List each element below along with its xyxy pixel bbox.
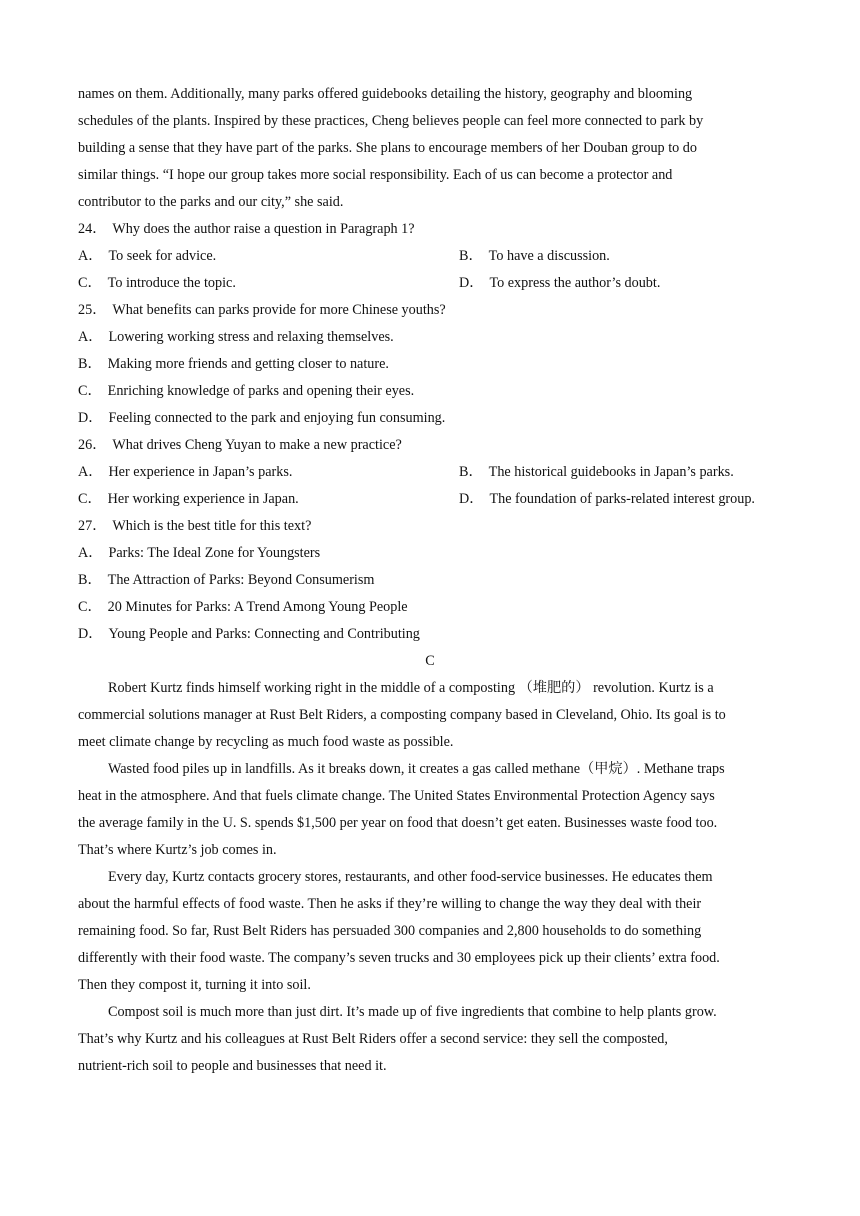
passage-c-line: Wasted food piles up in landfills. As it breaks down, it creates a gas called methane（甲烷）. Methane traps — [108, 761, 725, 777]
question-27 — [78, 517, 311, 535]
passage-c-line: about the harmful effects of food waste. Then he asks if they’re willing to change the way they deal with their — [78, 896, 702, 912]
option-24-a[interactable] — [78, 247, 216, 265]
option-letter: A． — [78, 329, 103, 345]
option-26-c[interactable] — [78, 490, 299, 508]
option-letter: B． — [459, 464, 483, 480]
option-text: Feeling connected to the park and enjoying fun consuming. — [108, 410, 446, 426]
option-24-c[interactable] — [78, 274, 236, 292]
option-letter: A． — [78, 545, 103, 561]
passage-c-line: nutrient-rich soil to people and businesses that need it. — [78, 1058, 387, 1074]
passage-c-line: Every day, Kurtz contacts grocery stores, restaurants, and other food-service businesses. He educates them — [108, 869, 713, 885]
question-number: 24． — [78, 221, 107, 237]
passage-b-line: names on them. Additionally, many parks offered guidebooks detailing the history, geography and blooming — [78, 86, 693, 102]
option-text: Parks: The Ideal Zone for Youngsters — [108, 545, 321, 561]
option-letter: C． — [78, 491, 102, 507]
option-27-a[interactable] — [78, 544, 320, 562]
option-letter: D． — [459, 491, 484, 507]
passage-c-line: meet climate change by recycling as much food waste as possible. — [78, 734, 454, 750]
option-text: The foundation of parks-related interest group. — [489, 491, 755, 507]
option-letter: C． — [78, 599, 102, 615]
option-25-b[interactable] — [78, 355, 389, 373]
option-26-a[interactable] — [78, 463, 292, 481]
passage-b-line: building a sense that they have part of the parks. She plans to encourage members of her Douban group to do — [78, 140, 697, 156]
option-letter: D． — [78, 626, 103, 642]
option-letter: C． — [78, 383, 102, 399]
question-text: What benefits can parks provide for more Chinese youths? — [112, 302, 446, 318]
option-text: To have a discussion. — [488, 248, 610, 264]
passage-b-line: contributor to the parks and our city,” she said. — [78, 194, 344, 210]
option-27-b[interactable] — [78, 571, 374, 589]
question-number: 25． — [78, 302, 107, 318]
option-25-c[interactable] — [78, 382, 414, 400]
passage-c-line: heat in the atmosphere. And that fuels climate change. The United States Environmental Protection Agency says — [78, 788, 715, 804]
section-c-heading: C — [425, 653, 435, 669]
passage-b-line: schedules of the plants. Inspired by these practices, Cheng believes people can feel more connected to park by — [78, 113, 704, 129]
passage-c-line: Robert Kurtz finds himself working right in the middle of a composting （堆肥的） revolution. Kurtz is a — [108, 680, 714, 696]
option-text: Making more friends and getting closer to nature. — [107, 356, 389, 372]
option-letter: B． — [459, 248, 483, 264]
option-27-c[interactable] — [78, 598, 408, 616]
option-letter: C． — [78, 275, 102, 291]
passage-c-line: Compost soil is much more than just dirt. It’s made up of five ingredients that combine to help plants grow. — [108, 1004, 717, 1020]
passage-b-line: similar things. “I hope our group takes more social responsibility. Each of us can become a protector and — [78, 167, 673, 183]
option-24-b[interactable] — [459, 247, 610, 265]
option-text: To seek for advice. — [108, 248, 217, 264]
option-text: The Attraction of Parks: Beyond Consumerism — [107, 572, 375, 588]
option-letter: B． — [78, 356, 102, 372]
option-letter: A． — [78, 464, 103, 480]
question-25 — [78, 301, 446, 319]
option-24-d[interactable] — [459, 274, 660, 292]
option-letter: D． — [78, 410, 103, 426]
passage-c-line: That’s where Kurtz’s job comes in. — [78, 842, 277, 858]
passage-c-line: remaining food. So far, Rust Belt Riders has persuaded 300 companies and 2,800 households to do something — [78, 923, 702, 939]
option-27-d[interactable] — [78, 625, 420, 643]
option-text: To introduce the topic. — [107, 275, 236, 291]
option-26-b[interactable] — [459, 463, 734, 481]
question-26 — [78, 436, 402, 454]
question-text: What drives Cheng Yuyan to make a new practice? — [112, 437, 402, 453]
question-text: Why does the author raise a question in Paragraph 1? — [112, 221, 415, 237]
question-text: Which is the best title for this text? — [112, 518, 312, 534]
question-number: 27． — [78, 518, 107, 534]
option-text: Enriching knowledge of parks and opening their eyes. — [107, 383, 415, 399]
option-26-d[interactable] — [459, 490, 755, 508]
option-letter: A． — [78, 248, 103, 264]
option-text: Lowering working stress and relaxing themselves. — [108, 329, 394, 345]
option-letter: D． — [459, 275, 484, 291]
question-number: 26． — [78, 437, 107, 453]
passage-c-line: That’s why Kurtz and his colleagues at Rust Belt Riders offer a second service: they sell the composted, — [78, 1031, 668, 1047]
passage-c-line: commercial solutions manager at Rust Belt Riders, a composting company based in Cleveland, Ohio. Its goal is to — [78, 707, 726, 723]
option-text: To express the author’s doubt. — [489, 275, 661, 291]
option-text: Young People and Parks: Connecting and Contributing — [108, 626, 420, 642]
option-25-a[interactable] — [78, 328, 394, 346]
option-25-d[interactable] — [78, 409, 445, 427]
option-letter: B． — [78, 572, 102, 588]
question-24 — [78, 220, 415, 238]
option-text: Her experience in Japan’s parks. — [108, 464, 293, 480]
option-text: Her working experience in Japan. — [107, 491, 299, 507]
passage-c-line: the average family in the U. S. spends $1,500 per year on food that doesn’t get eaten. Businesses waste food too. — [78, 815, 718, 831]
passage-c-line: differently with their food waste. The company’s seven trucks and 30 employees pick up their clients’ extra food. — [78, 950, 720, 966]
option-text: The historical guidebooks in Japan’s parks. — [488, 464, 734, 480]
passage-c-line: Then they compost it, turning it into soil. — [78, 977, 311, 993]
option-text: 20 Minutes for Parks: A Trend Among Young People — [107, 599, 408, 615]
